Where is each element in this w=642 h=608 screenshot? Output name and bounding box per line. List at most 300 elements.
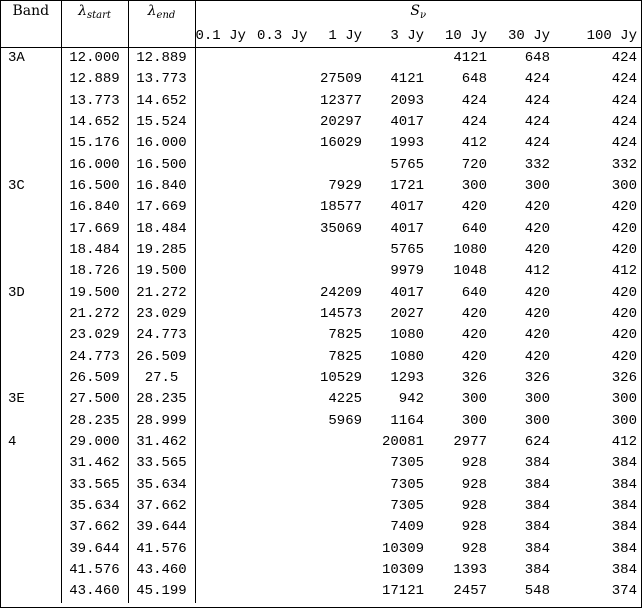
- flux-value-cell: 326: [611, 370, 637, 387]
- flux-value-cell: 7929: [328, 178, 362, 195]
- flux-value-cell: 5765: [390, 242, 424, 259]
- flux-value-cell: 928: [461, 519, 487, 536]
- flux-value-cell: 424: [461, 92, 487, 109]
- lambda-start-cell: 35.634: [61, 496, 128, 517]
- flux-level-header: 0.3 Jy: [257, 28, 308, 44]
- flux-value-cell: [257, 453, 319, 474]
- lambda-end-cell: 45.199: [128, 581, 195, 602]
- flux-value-cell: [195, 347, 257, 368]
- flux-value-cell: [195, 69, 257, 90]
- flux-value-cell: 300: [611, 412, 637, 429]
- flux-value-cell: 1293: [390, 370, 424, 387]
- flux-value-cell: [257, 261, 319, 282]
- flux-value-cell: 7825: [328, 348, 362, 365]
- flux-value-cell: 420: [611, 199, 637, 216]
- flux-value-cell: [257, 325, 319, 346]
- band-cell: 3D: [1, 283, 61, 304]
- flux-value-cell: 928: [461, 455, 487, 472]
- flux-value-cell: 374: [611, 583, 637, 600]
- flux-value-cell: 326: [461, 370, 487, 387]
- table-row: [1, 155, 641, 176]
- flux-value-cell: 420: [524, 348, 550, 365]
- flux-value-cell: 420: [524, 327, 550, 344]
- lambda-start-cell: 31.462: [61, 453, 128, 474]
- band-header-spacer: [1, 26, 61, 48]
- flux-value-cell: 420: [524, 220, 550, 237]
- flux-value-cell: 7409: [390, 519, 424, 536]
- table-row: [1, 347, 641, 368]
- flux-value-cell: [257, 475, 319, 496]
- table-row: [1, 48, 641, 70]
- table-row: [1, 197, 641, 218]
- band-cell: [1, 517, 61, 538]
- flux-value-cell: 420: [611, 327, 637, 344]
- flux-value-cell: 384: [524, 476, 550, 493]
- lambda-start-cell: 28.235: [61, 411, 128, 432]
- flux-value-cell: 420: [524, 242, 550, 259]
- flux-value-cell: 300: [524, 178, 550, 195]
- table-row: [1, 368, 641, 389]
- flux-value-cell: [257, 304, 319, 325]
- flux-value-cell: 384: [611, 476, 637, 493]
- flux-value-cell: [257, 219, 319, 240]
- lambda-start-symbol: λ: [78, 3, 87, 19]
- flux-value-cell: 942: [398, 391, 424, 408]
- flux-value-cell: 4121: [444, 48, 507, 70]
- flux-value-cell: [257, 411, 319, 432]
- flux-value-cell: 420: [611, 348, 637, 365]
- lambda-start-cell: 33.565: [61, 475, 128, 496]
- flux-value-cell: 300: [524, 412, 550, 429]
- flux-value-cell: 384: [611, 498, 637, 515]
- lambda-end-cell: 15.524: [128, 112, 195, 133]
- flux-value-cell: 424: [611, 114, 637, 131]
- flux-value-cell: 332: [524, 156, 550, 173]
- flux-value-cell: 4017: [390, 220, 424, 237]
- flux-value-cell: 384: [524, 498, 550, 515]
- band-cell: [1, 581, 61, 602]
- lambda-start-cell: 18.726: [61, 261, 128, 282]
- band-cell: [1, 453, 61, 474]
- lambda-start-cell: 23.029: [61, 325, 128, 346]
- lambda-end-cell: 28.999: [128, 411, 195, 432]
- flux-value-cell: 300: [461, 391, 487, 408]
- flux-value-cell: [195, 155, 257, 176]
- flux-value-cell: 10309: [382, 562, 425, 579]
- table-row: [1, 325, 641, 346]
- lambda-end-cell: 13.773: [128, 69, 195, 90]
- flux-value-cell: [195, 581, 257, 602]
- lambda-start-cell: 37.662: [61, 517, 128, 538]
- flux-density-subscript: ν: [420, 10, 427, 21]
- flux-value-cell: [195, 517, 257, 538]
- flux-value-cell: 424: [611, 92, 637, 109]
- flux-value-cell: 300: [461, 412, 487, 429]
- table-header: [1, 1, 641, 48]
- flux-value-cell: 1080: [390, 348, 424, 365]
- band-header: Band: [1, 1, 61, 26]
- flux-value-cell: 300: [461, 178, 487, 195]
- flux-value-cell: [319, 581, 382, 602]
- flux-value-cell: 10529: [319, 370, 362, 387]
- band-cell: [1, 496, 61, 517]
- flux-value-cell: [319, 496, 382, 517]
- flux-value-cell: 7305: [390, 476, 424, 493]
- lambda-start-cell: 29.000: [61, 432, 128, 453]
- flux-value-cell: 1164: [390, 412, 424, 429]
- lambda-end-header: [128, 1, 195, 26]
- lambda-end-cell: 18.484: [128, 219, 195, 240]
- lambda-start-cell: 24.773: [61, 347, 128, 368]
- flux-value-cell: 1393: [453, 562, 487, 579]
- lambda-start-cell: 18.484: [61, 240, 128, 261]
- table-body: [1, 48, 641, 603]
- flux-density-symbol: S: [410, 3, 420, 19]
- lambda-start-cell: 41.576: [61, 560, 128, 581]
- lambda-end-subscript: end: [156, 10, 176, 21]
- flux-value-cell: 420: [461, 327, 487, 344]
- flux-value-cell: 4121: [390, 71, 424, 88]
- flux-value-cell: 7825: [328, 327, 362, 344]
- flux-value-cell: 384: [611, 562, 637, 579]
- flux-value-cell: [257, 112, 319, 133]
- flux-value-cell: [195, 91, 257, 112]
- flux-value-cell: 7305: [390, 498, 424, 515]
- flux-value-cell: [195, 368, 257, 389]
- flux-value-cell: 424: [524, 114, 550, 131]
- flux-value-cell: 640: [461, 284, 487, 301]
- lambda-end-cell: 16.000: [128, 133, 195, 154]
- lambda-start-cell: 12.889: [61, 69, 128, 90]
- table-row: [1, 176, 641, 197]
- flux-value-cell: 2977: [453, 434, 487, 451]
- lambda-end-symbol: λ: [147, 3, 157, 19]
- lambda-end-cell: 12.889: [128, 48, 195, 70]
- lambda-end-cell: 35.634: [128, 475, 195, 496]
- flux-value-cell: 16029: [319, 135, 362, 152]
- lambda-start-cell: 39.644: [61, 539, 128, 560]
- flux-value-cell: [257, 91, 319, 112]
- flux-value-cell: 420: [611, 220, 637, 237]
- flux-value-cell: 424: [611, 135, 637, 152]
- flux-value-cell: [257, 176, 319, 197]
- flux-value-cell: 10309: [382, 540, 425, 557]
- flux-level-header: 1 Jy: [328, 28, 362, 44]
- flux-value-cell: [319, 432, 382, 453]
- flux-value-cell: [257, 133, 319, 154]
- table-row: [1, 453, 641, 474]
- flux-value-cell: 424: [570, 48, 641, 70]
- flux-value-cell: [257, 581, 319, 602]
- flux-value-cell: 928: [461, 476, 487, 493]
- flux-value-cell: 17121: [382, 583, 425, 600]
- lambda-start-cell: 17.669: [61, 219, 128, 240]
- flux-value-cell: [319, 453, 382, 474]
- flux-value-cell: 420: [611, 242, 637, 259]
- flux-value-cell: 2093: [390, 92, 424, 109]
- band-cell: [1, 347, 61, 368]
- flux-value-cell: 384: [524, 540, 550, 557]
- table-row: [1, 304, 641, 325]
- flux-value-cell: [195, 432, 257, 453]
- flux-value-cell: [257, 432, 319, 453]
- band-cell: [1, 368, 61, 389]
- flux-value-cell: [257, 48, 319, 70]
- flux-value-cell: 384: [611, 540, 637, 557]
- header-row-levels: [1, 26, 641, 48]
- band-cell: [1, 240, 61, 261]
- flux-value-cell: [257, 240, 319, 261]
- lambda-end-cell: 43.460: [128, 560, 195, 581]
- table-row: [1, 432, 641, 453]
- flux-value-cell: [257, 517, 319, 538]
- flux-value-cell: 326: [524, 370, 550, 387]
- flux-value-cell: 412: [524, 263, 550, 280]
- flux-value-cell: 300: [611, 178, 637, 195]
- lambda-end-cell: 16.840: [128, 176, 195, 197]
- flux-value-cell: 412: [461, 135, 487, 152]
- lambda-start-cell: 19.500: [61, 283, 128, 304]
- lambda-end-cell: 28.235: [128, 389, 195, 410]
- flux-value-cell: [319, 240, 382, 261]
- lambda-end-cell: 26.509: [128, 347, 195, 368]
- flux-value-cell: [382, 48, 444, 70]
- flux-value-cell: 384: [524, 455, 550, 472]
- flux-value-cell: [195, 325, 257, 346]
- flux-value-cell: 928: [461, 540, 487, 557]
- table-row: [1, 240, 641, 261]
- lambda-end-cell: 31.462: [128, 432, 195, 453]
- flux-value-cell: 412: [611, 263, 637, 280]
- lambda-start-cell: 43.460: [61, 581, 128, 602]
- flux-level-header: 0.1 Jy: [195, 28, 246, 44]
- flux-value-cell: [195, 496, 257, 517]
- flux-value-cell: 24209: [319, 284, 362, 301]
- flux-value-cell: 2027: [390, 306, 424, 323]
- flux-value-cell: 20081: [382, 434, 425, 451]
- flux-value-cell: 424: [611, 71, 637, 88]
- lambda-start-cell: 27.500: [61, 389, 128, 410]
- table-row: [1, 283, 641, 304]
- flux-value-cell: 1080: [390, 327, 424, 344]
- band-cell: [1, 475, 61, 496]
- table-row: [1, 261, 641, 282]
- flux-value-cell: 35069: [319, 220, 362, 237]
- flux-value-cell: 300: [611, 391, 637, 408]
- flux-value-cell: 648: [507, 48, 570, 70]
- flux-value-cell: 424: [524, 71, 550, 88]
- flux-value-cell: [257, 539, 319, 560]
- table-row: [1, 112, 641, 133]
- flux-value-cell: 2457: [453, 583, 487, 600]
- lambda-end-cell: 17.669: [128, 197, 195, 218]
- flux-value-cell: 12377: [319, 92, 362, 109]
- flux-value-cell: [195, 112, 257, 133]
- lambda-start-cell: 13.773: [61, 91, 128, 112]
- flux-value-cell: [257, 69, 319, 90]
- lambda-start-subscript: start: [86, 10, 111, 21]
- flux-value-cell: [257, 389, 319, 410]
- flux-value-cell: [257, 347, 319, 368]
- table-row: [1, 517, 641, 538]
- band-cell: [1, 155, 61, 176]
- lambda-start-cell: 16.840: [61, 197, 128, 218]
- lambda-end-cell: 39.644: [128, 517, 195, 538]
- flux-value-cell: 420: [524, 199, 550, 216]
- table-row: [1, 411, 641, 432]
- flux-value-cell: 420: [524, 284, 550, 301]
- lambda-end-cell: 24.773: [128, 325, 195, 346]
- flux-value-cell: [195, 411, 257, 432]
- flux-value-cell: 420: [461, 348, 487, 365]
- band-cell: [1, 133, 61, 154]
- flux-value-cell: [319, 261, 382, 282]
- band-cell: [1, 91, 61, 112]
- band-cell: 3A: [1, 48, 61, 70]
- band-cell: [1, 261, 61, 282]
- table-row: [1, 133, 641, 154]
- band-cell: [1, 197, 61, 218]
- flux-value-cell: [319, 48, 382, 70]
- flux-value-cell: [257, 560, 319, 581]
- flux-value-cell: 1048: [453, 263, 487, 280]
- band-cell: [1, 112, 61, 133]
- flux-value-cell: 332: [611, 156, 637, 173]
- flux-value-cell: [319, 539, 382, 560]
- band-cell: [1, 560, 61, 581]
- band-cell: [1, 411, 61, 432]
- band-cell: [1, 69, 61, 90]
- lambda-start-header: [61, 1, 128, 26]
- flux-value-cell: [195, 133, 257, 154]
- flux-value-cell: 7305: [390, 455, 424, 472]
- table-row: [1, 475, 641, 496]
- flux-value-cell: 4017: [390, 199, 424, 216]
- flux-value-cell: [195, 48, 257, 70]
- lambda-end-cell: 19.500: [128, 261, 195, 282]
- flux-value-cell: 420: [461, 306, 487, 323]
- flux-value-cell: [195, 197, 257, 218]
- flux-value-cell: 4017: [390, 284, 424, 301]
- band-cell: 4: [1, 432, 61, 453]
- flux-value-cell: 648: [461, 71, 487, 88]
- flux-value-cell: 420: [611, 306, 637, 323]
- flux-value-cell: 424: [524, 92, 550, 109]
- lambda-start-cell: 26.509: [61, 368, 128, 389]
- flux-value-cell: [195, 539, 257, 560]
- flux-value-cell: [195, 475, 257, 496]
- table-row: [1, 91, 641, 112]
- flux-level-header: 3 Jy: [390, 28, 424, 44]
- lambda-end-cell: 33.565: [128, 453, 195, 474]
- flux-value-cell: 27509: [319, 71, 362, 88]
- flux-value-cell: 384: [611, 519, 637, 536]
- flux-value-cell: 424: [461, 114, 487, 131]
- flux-value-cell: [195, 453, 257, 474]
- flux-value-cell: [319, 517, 382, 538]
- flux-value-cell: [195, 560, 257, 581]
- flux-value-cell: 5969: [328, 412, 362, 429]
- lambda-end-cell: 37.662: [128, 496, 195, 517]
- flux-value-cell: [319, 475, 382, 496]
- lambda-end-cell: 19.285: [128, 240, 195, 261]
- flux-value-cell: 548: [524, 583, 550, 600]
- flux-value-cell: 300: [524, 391, 550, 408]
- flux-value-cell: 4017: [390, 114, 424, 131]
- flux-value-cell: [195, 219, 257, 240]
- band-cell: [1, 304, 61, 325]
- flux-value-cell: [195, 283, 257, 304]
- lambda-end-cell: 23.029: [128, 304, 195, 325]
- lambda-end-cell: 14.652: [128, 91, 195, 112]
- table-row: [1, 389, 641, 410]
- lambda-start-cell: 16.000: [61, 155, 128, 176]
- lambda-end-cell: 41.576: [128, 539, 195, 560]
- flux-density-header: [195, 1, 641, 26]
- table-row: [1, 539, 641, 560]
- flux-value-cell: 5765: [390, 156, 424, 173]
- flux-value-cell: [195, 304, 257, 325]
- table-row: [1, 496, 641, 517]
- flux-value-cell: [195, 261, 257, 282]
- flux-value-cell: 9979: [390, 263, 424, 280]
- table-row: [1, 581, 641, 602]
- flux-level-header: 10 Jy: [444, 28, 487, 44]
- lambda-end-cell: 27.5: [128, 368, 195, 389]
- flux-value-cell: 420: [461, 199, 487, 216]
- lambda-start-cell: 16.500: [61, 176, 128, 197]
- table-row: [1, 69, 641, 90]
- flux-value-cell: 640: [461, 220, 487, 237]
- flux-value-cell: [195, 176, 257, 197]
- flux-value-cell: [257, 283, 319, 304]
- flux-value-cell: 384: [524, 519, 550, 536]
- table-row: [1, 219, 641, 240]
- flux-value-cell: 4225: [328, 391, 362, 408]
- flux-level-header: 100 Jy: [586, 28, 637, 44]
- flux-value-cell: [319, 155, 382, 176]
- band-cell: 3E: [1, 389, 61, 410]
- lambda-end-header-spacer: [128, 26, 195, 48]
- flux-value-cell: 424: [524, 135, 550, 152]
- lambda-end-cell: 16.500: [128, 155, 195, 176]
- flux-value-cell: 1080: [453, 242, 487, 259]
- lambda-start-header-spacer: [61, 26, 128, 48]
- lambda-start-cell: 12.000: [61, 48, 128, 70]
- lambda-start-cell: 21.272: [61, 304, 128, 325]
- flux-value-cell: 720: [461, 156, 487, 173]
- flux-value-cell: 1721: [390, 178, 424, 195]
- flux-value-cell: 384: [524, 562, 550, 579]
- header-row-top: [1, 1, 641, 26]
- flux-value-cell: 420: [524, 306, 550, 323]
- band-cell: [1, 325, 61, 346]
- flux-value-cell: [195, 240, 257, 261]
- flux-value-cell: 384: [611, 455, 637, 472]
- flux-value-cell: [319, 560, 382, 581]
- data-table: [1, 1, 641, 603]
- lambda-end-cell: 21.272: [128, 283, 195, 304]
- band-cell: [1, 219, 61, 240]
- flux-value-cell: 420: [611, 284, 637, 301]
- band-cell: 3C: [1, 176, 61, 197]
- flux-value-cell: 624: [524, 434, 550, 451]
- flux-value-cell: 14573: [319, 306, 362, 323]
- band-cell: [1, 539, 61, 560]
- flux-level-header: 30 Jy: [507, 28, 550, 44]
- lambda-start-cell: 15.176: [61, 133, 128, 154]
- flux-value-cell: 1993: [390, 135, 424, 152]
